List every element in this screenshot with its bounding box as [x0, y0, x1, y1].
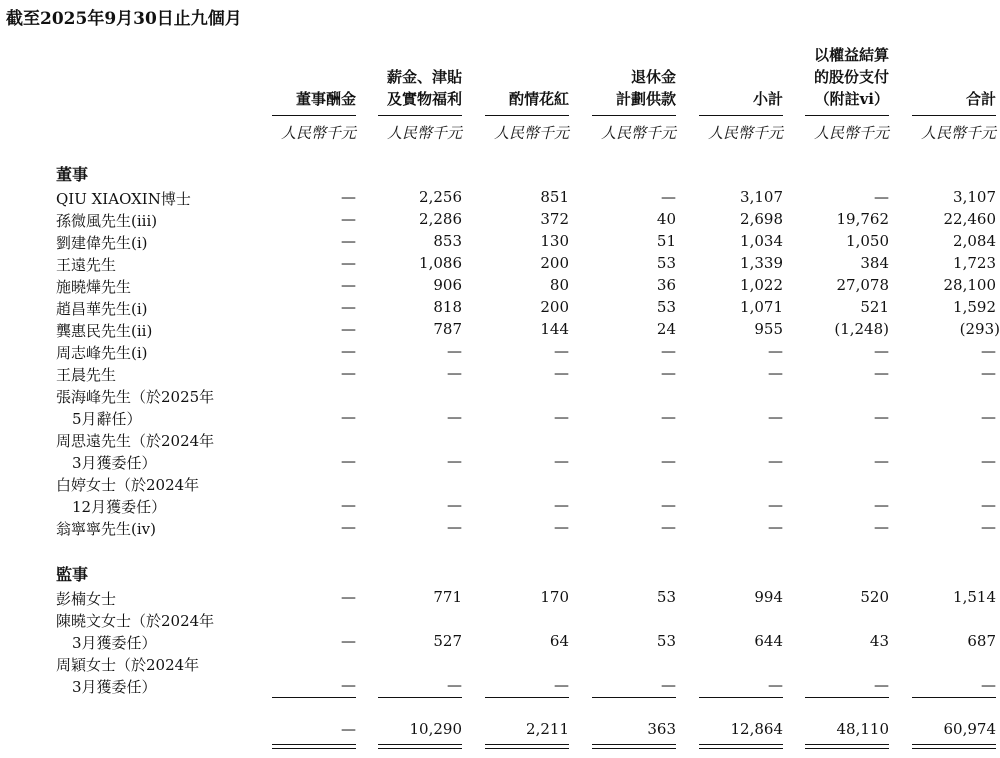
row-label: 3月獲委任） — [72, 678, 157, 696]
header-underline — [272, 115, 356, 116]
table-cell: 170 — [540, 588, 569, 606]
table-cell: — — [447, 342, 462, 360]
table-cell: — — [768, 342, 783, 360]
table-cell: — — [341, 342, 356, 360]
double-underline-bottom — [272, 748, 356, 749]
table-cell: — — [341, 452, 356, 470]
row-label: 5月辭任） — [72, 410, 142, 428]
table-cell: — — [341, 276, 356, 294]
table-cell: — — [768, 452, 783, 470]
table-title: 截至2025年9月30日止九個月 — [6, 9, 242, 29]
table-cell: — — [768, 496, 783, 514]
table-cell: 1,034 — [740, 232, 783, 250]
table-cell: 53 — [656, 254, 676, 272]
subtotal-line — [912, 697, 996, 698]
table-cell: 771 — [433, 588, 462, 606]
table-cell: — — [981, 518, 996, 536]
unit-label: 人民幣千元 — [386, 124, 462, 142]
table-cell: — — [554, 364, 569, 382]
table-cell: — — [661, 452, 676, 470]
table-cell: — — [341, 188, 356, 206]
total-cell: 12,864 — [730, 720, 783, 738]
row-label: 翁寧寧先生(iv) — [56, 520, 156, 538]
table-cell: 1,050 — [846, 232, 889, 250]
table-cell: 1,086 — [419, 254, 462, 272]
table-cell: — — [447, 518, 462, 536]
table-cell: (1,248) — [834, 320, 889, 338]
unit-label: 人民幣千元 — [920, 124, 996, 142]
row-label: 彭楠女士 — [56, 590, 117, 608]
table-cell: 644 — [754, 632, 783, 650]
table-cell: — — [554, 518, 569, 536]
double-underline-top — [805, 744, 889, 745]
table-cell: — — [874, 364, 889, 382]
subtotal-line — [485, 697, 569, 698]
table-cell: 1,071 — [740, 298, 783, 316]
column-header: 退休金 — [630, 68, 676, 86]
table-cell: 906 — [433, 276, 462, 294]
table-cell: 384 — [860, 254, 889, 272]
total-cell: 48,110 — [836, 720, 889, 738]
section-heading: 董事 — [56, 165, 89, 184]
total-cell: 363 — [647, 720, 676, 738]
table-cell: — — [341, 364, 356, 382]
row-label: 周思遠先生（於2024年 — [56, 432, 215, 450]
subtotal-line — [272, 697, 356, 698]
column-header: 薪金、津貼 — [386, 68, 462, 86]
column-header: 的股份支付 — [813, 68, 889, 86]
table-cell: 955 — [754, 320, 783, 338]
table-cell: 1,723 — [953, 254, 996, 272]
table-cell: 853 — [433, 232, 462, 250]
table-cell: — — [981, 408, 996, 426]
table-cell: — — [768, 676, 783, 694]
column-header: 董事酬金 — [295, 90, 356, 108]
table-cell: — — [447, 364, 462, 382]
table-cell: 372 — [540, 210, 569, 228]
table-cell: — — [661, 676, 676, 694]
row-label: 12月獲委任） — [72, 498, 167, 516]
table-cell: — — [341, 676, 356, 694]
total-cell: — — [341, 720, 356, 738]
unit-label: 人民幣千元 — [493, 124, 569, 142]
table-cell: 521 — [860, 298, 889, 316]
table-cell: — — [661, 518, 676, 536]
unit-label: 人民幣千元 — [280, 124, 356, 142]
header-underline — [485, 115, 569, 116]
column-header: （附註vi） — [814, 90, 889, 108]
row-label: 白婷女士（於2024年 — [56, 476, 200, 494]
table-cell: 80 — [549, 276, 569, 294]
table-cell: 851 — [540, 188, 569, 206]
total-cell: 60,974 — [943, 720, 996, 738]
table-cell: — — [768, 518, 783, 536]
column-header: 小計 — [752, 90, 783, 108]
double-underline-bottom — [592, 748, 676, 749]
section-heading: 監事 — [56, 565, 89, 584]
table-cell: — — [981, 342, 996, 360]
double-underline-top — [592, 744, 676, 745]
double-underline-bottom — [805, 748, 889, 749]
table-cell: — — [341, 298, 356, 316]
table-cell: — — [874, 496, 889, 514]
unit-label: 人民幣千元 — [813, 124, 889, 142]
subtotal-line — [805, 697, 889, 698]
double-underline-bottom — [378, 748, 462, 749]
double-underline-top — [912, 744, 996, 745]
table-cell: — — [447, 408, 462, 426]
table-cell: — — [768, 364, 783, 382]
table-cell: — — [341, 232, 356, 250]
table-cell: 27,078 — [836, 276, 889, 294]
table-cell: 19,762 — [836, 210, 889, 228]
table-cell: 2,084 — [953, 232, 996, 250]
table-cell: — — [447, 676, 462, 694]
table-cell: 1,514 — [953, 588, 996, 606]
table-cell: — — [341, 408, 356, 426]
row-label: 周志峰先生(i) — [56, 344, 148, 362]
table-cell: 53 — [656, 588, 676, 606]
table-cell: — — [554, 452, 569, 470]
table-cell: — — [981, 496, 996, 514]
total-cell: 10,290 — [409, 720, 462, 738]
row-label: QIU XIAOXIN博士 — [56, 190, 191, 208]
double-underline-top — [485, 744, 569, 745]
table-cell: — — [341, 254, 356, 272]
table-cell: — — [874, 408, 889, 426]
table-cell: 3,107 — [740, 188, 783, 206]
table-cell: 1,592 — [953, 298, 996, 316]
double-underline-top — [272, 744, 356, 745]
table-cell: — — [874, 342, 889, 360]
table-cell: 787 — [433, 320, 462, 338]
table-cell: — — [874, 188, 889, 206]
table-cell: — — [981, 364, 996, 382]
table-cell: 818 — [433, 298, 462, 316]
subtotal-line — [378, 697, 462, 698]
column-header: 合計 — [965, 90, 996, 108]
row-label: 王遠先生 — [56, 256, 117, 274]
table-cell: — — [341, 518, 356, 536]
table-cell: 2,256 — [419, 188, 462, 206]
table-cell: 28,100 — [943, 276, 996, 294]
table-cell: — — [661, 342, 676, 360]
row-label: 3月獲委任） — [72, 454, 157, 472]
unit-label: 人民幣千元 — [707, 124, 783, 142]
subtotal-line — [592, 697, 676, 698]
column-header: 計劃供款 — [615, 90, 676, 108]
header-underline — [912, 115, 996, 116]
table-cell: 2,286 — [419, 210, 462, 228]
column-header: 及實物福利 — [386, 90, 462, 108]
table-cell: — — [341, 320, 356, 338]
table-cell: 43 — [869, 632, 889, 650]
table-cell: — — [661, 364, 676, 382]
table-cell: 520 — [860, 588, 889, 606]
table-cell: 3,107 — [953, 188, 996, 206]
table-cell: 53 — [656, 632, 676, 650]
table-cell: 53 — [656, 298, 676, 316]
row-label: 龔惠民先生(ii) — [56, 322, 153, 340]
table-cell: 994 — [754, 588, 783, 606]
table-cell: 687 — [967, 632, 996, 650]
table-cell: — — [341, 632, 356, 650]
table-cell: — — [341, 496, 356, 514]
row-label: 張海峰先生（於2025年 — [56, 388, 215, 406]
row-label: 劉建偉先生(i) — [56, 234, 148, 252]
table-cell: 64 — [549, 632, 569, 650]
table-cell: — — [554, 342, 569, 360]
double-underline-bottom — [699, 748, 783, 749]
total-cell: 2,211 — [526, 720, 569, 738]
table-cell: 200 — [540, 298, 569, 316]
table-cell: 1,339 — [740, 254, 783, 272]
table-cell: — — [447, 496, 462, 514]
table-cell: — — [874, 676, 889, 694]
row-label: 施曉燁先生 — [56, 278, 132, 296]
subtotal-line — [699, 697, 783, 698]
table-cell: 130 — [540, 232, 569, 250]
unit-label: 人民幣千元 — [600, 124, 676, 142]
double-underline-top — [699, 744, 783, 745]
row-label: 3月獲委任） — [72, 634, 157, 652]
column-header: 以權益結算 — [813, 46, 889, 64]
double-underline-top — [378, 744, 462, 745]
table-cell: — — [554, 676, 569, 694]
row-label: 周穎女士（於2024年 — [56, 656, 200, 674]
table-cell: — — [554, 496, 569, 514]
header-underline — [378, 115, 462, 116]
table-cell: — — [341, 210, 356, 228]
header-underline — [805, 115, 889, 116]
table-cell: — — [661, 188, 676, 206]
table-cell: 200 — [540, 254, 569, 272]
table-cell: 51 — [656, 232, 676, 250]
table-cell: — — [874, 518, 889, 536]
table-cell: 24 — [656, 320, 676, 338]
double-underline-bottom — [912, 748, 996, 749]
row-label: 王晨先生 — [56, 366, 117, 384]
header-underline — [592, 115, 676, 116]
table-cell: 1,022 — [740, 276, 783, 294]
column-header: 酌情花紅 — [508, 90, 569, 108]
double-underline-bottom — [485, 748, 569, 749]
table-cell: 36 — [656, 276, 676, 294]
table-cell: — — [874, 452, 889, 470]
row-label: 孫微風先生(iii) — [56, 212, 158, 230]
table-cell: 144 — [540, 320, 569, 338]
header-underline — [699, 115, 783, 116]
table-cell: 2,698 — [740, 210, 783, 228]
row-label: 陳曉文女士（於2024年 — [56, 612, 215, 630]
table-cell: — — [447, 452, 462, 470]
table-cell: — — [341, 588, 356, 606]
table-cell: 527 — [433, 632, 462, 650]
table-cell: — — [981, 676, 996, 694]
row-label: 趙昌華先生(i) — [56, 300, 148, 318]
table-cell: — — [554, 408, 569, 426]
table-cell: — — [981, 452, 996, 470]
table-cell: 22,460 — [943, 210, 996, 228]
table-cell: 40 — [656, 210, 676, 228]
table-cell: (293) — [959, 320, 1000, 338]
table-cell: — — [661, 496, 676, 514]
table-cell: — — [661, 408, 676, 426]
table-cell: — — [768, 408, 783, 426]
